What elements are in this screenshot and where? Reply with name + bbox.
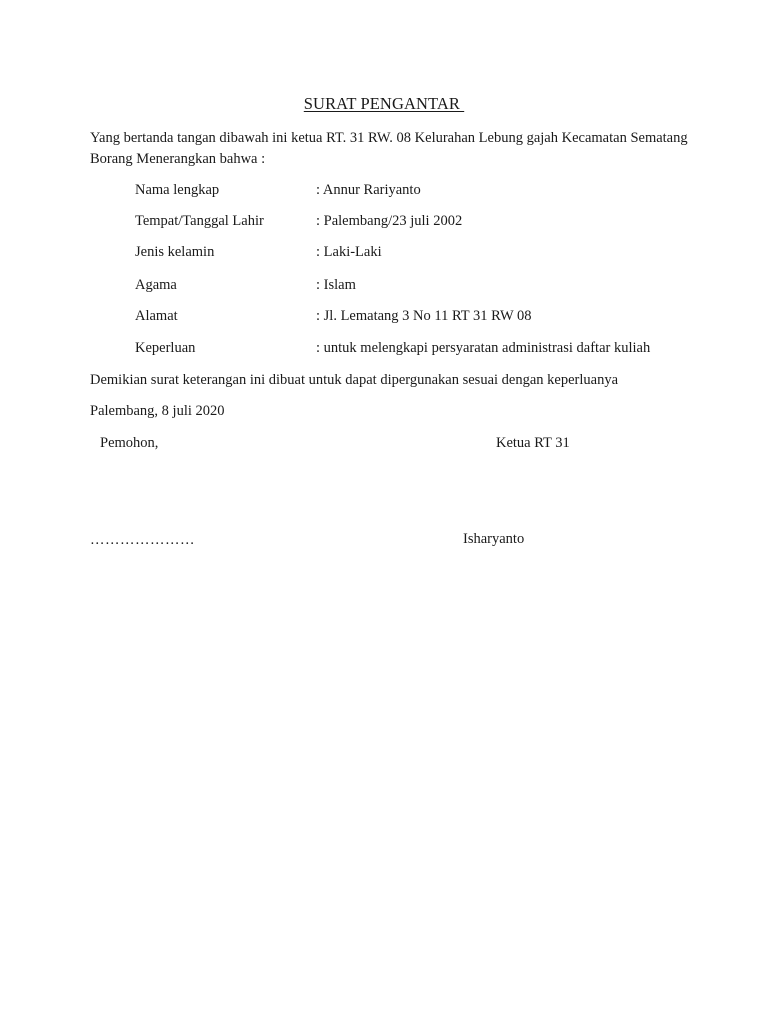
field-label: Tempat/Tanggal Lahir: [135, 213, 264, 229]
field-value: : Palembang/23 juli 2002: [316, 213, 463, 229]
field-label: Agama: [135, 277, 177, 293]
field-value: : Annur Rariyanto: [316, 182, 421, 198]
field-value: : untuk melengkapi persyaratan administrasi daftar kuliah: [316, 340, 651, 356]
field-value: : Laki-Laki: [316, 244, 382, 260]
field-label: Nama lengkap: [135, 182, 220, 198]
field-label: Alamat: [135, 308, 178, 324]
field-value: : Jl. Lematang 3 No 11 RT 31 RW 08: [316, 308, 532, 324]
document-title: SURAT PENGANTAR: [303, 94, 465, 113]
signature-right-name: Isharyanto: [463, 531, 525, 547]
signature-right-role: Ketua RT 31: [496, 435, 570, 451]
closing-sentence: Demikian surat keterangan ini dibuat untuk dapat dipergunakan sesuai dengan keperluanya: [90, 372, 619, 388]
field-label: Jenis kelamin: [135, 244, 215, 260]
signature-left-name: …………………: [90, 532, 195, 548]
field-value: : Islam: [316, 277, 356, 293]
place-date: Palembang, 8 juli 2020: [90, 403, 225, 419]
field-label: Keperluan: [135, 340, 196, 356]
signature-left-role: Pemohon,: [100, 435, 159, 451]
intro-paragraph: Yang bertanda tangan dibawah ini ketua RT. 31 RW. 08 Kelurahan Lebung gajah Kecamatan Sematang Borang Menerangkan bahwa :: [90, 130, 688, 167]
